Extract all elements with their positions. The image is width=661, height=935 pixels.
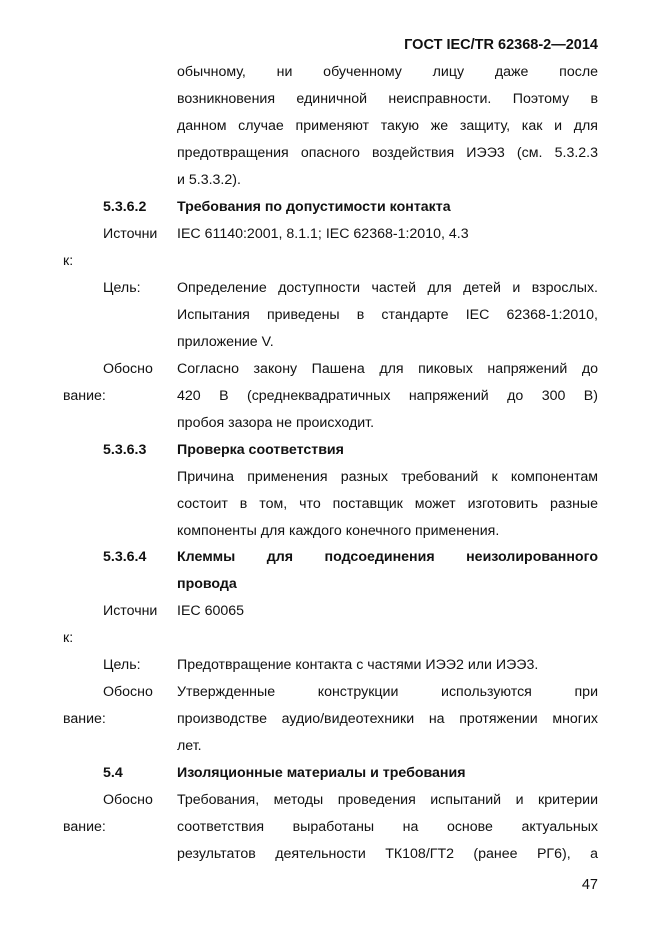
- goal-paragraph: [177, 280, 598, 361]
- section-title-line: Клеммы для подсоединения неизолированного: [177, 549, 598, 565]
- rationale-label: Обосно: [103, 792, 153, 808]
- goal-line: приложение V.: [177, 334, 274, 350]
- source-label: Источни: [103, 603, 158, 619]
- section-title: Проверка соответствия: [177, 442, 344, 458]
- section-title: [177, 549, 598, 603]
- intro-paragraph: [177, 64, 598, 199]
- intro-line-text: обычному, ни обученному лицу даже после: [177, 64, 598, 80]
- rationale-line: Согласно закону Пашена для пиковых напряжений до: [177, 361, 598, 377]
- intro-line: данном случае применяют такую же защиту, как и для: [177, 118, 598, 134]
- section-title: Требования по допустимости контакта: [177, 199, 451, 215]
- source-label-cont: к:: [63, 253, 74, 269]
- intro-line: предотвращения опасного воздействия ИЭЭ3 (см. 5.3.2.3: [177, 145, 598, 161]
- paragraph-line: Причина применения разных требований к компонентам: [177, 469, 598, 485]
- source-text: IEC 60065: [177, 603, 245, 619]
- section-number: 5.4: [103, 765, 123, 781]
- page-number: 47: [581, 877, 598, 893]
- rationale-paragraph: [177, 684, 598, 765]
- source-label-cont: к:: [63, 630, 74, 646]
- goal-line: Испытания приведены в стандарте IEC 62368-1:2010,: [177, 307, 598, 323]
- rationale-label-cont: вание:: [63, 388, 106, 404]
- goal-line: Определение доступности частей для детей и взрослых.: [177, 280, 598, 296]
- source-label: Источни: [103, 226, 158, 242]
- rationale-line: 420 В (среднеквадратичных напряжений до 300 В): [177, 388, 598, 404]
- rationale-line: Утвержденные конструкции используются при: [177, 684, 598, 700]
- rationale-line: лет.: [177, 738, 202, 754]
- section-title: Изоляционные материалы и требования: [177, 765, 466, 781]
- intro-line: [177, 64, 598, 91]
- rationale-paragraph: [177, 361, 598, 442]
- section-number: 5.3.6.3: [103, 442, 147, 458]
- document-header: ГОСТ IEC/TR 62368-2—2014: [404, 37, 598, 53]
- rationale-line: пробоя зазора не происходит.: [177, 415, 375, 431]
- rationale-label-cont: вание:: [63, 711, 106, 727]
- rationale-line: результатов деятельности ТК108/ГТ2 (ранее РГ6), а: [177, 846, 598, 862]
- goal-label: Цель:: [103, 657, 141, 673]
- intro-line: и 5.3.3.2).: [177, 172, 241, 188]
- rationale-label: Обосно: [103, 684, 153, 700]
- section-number: 5.3.6.2: [103, 199, 147, 215]
- rationale-label-cont: вание:: [63, 819, 106, 835]
- paragraph-line: состоит в том, что поставщик может изготовить разные: [177, 496, 598, 512]
- rationale-label: Обосно: [103, 361, 153, 377]
- section-title-line: провода: [177, 576, 237, 592]
- source-text: IEC 61140:2001, 8.1.1; IEC 62368-1:2010, 4.3: [177, 226, 469, 242]
- rationale-line: производстве аудио/видеотехники на протяжении многих: [177, 711, 598, 727]
- rationale-line: Требования, методы проведения испытаний и критерии: [177, 792, 598, 808]
- rationale-line: соответствия выработаны на основе актуальных: [177, 819, 598, 835]
- goal-label: Цель:: [103, 280, 141, 296]
- section-number: 5.3.6.4: [103, 549, 147, 565]
- goal-text: Предотвращение контакта с частями ИЭЭ2 или ИЭЭ3.: [177, 657, 539, 673]
- rationale-paragraph: [177, 792, 598, 873]
- intro-line: возникновения единичной неисправности. Поэтому в: [177, 91, 598, 107]
- section-paragraph: [177, 469, 598, 550]
- paragraph-line: компоненты для каждого конечного применения.: [177, 523, 500, 539]
